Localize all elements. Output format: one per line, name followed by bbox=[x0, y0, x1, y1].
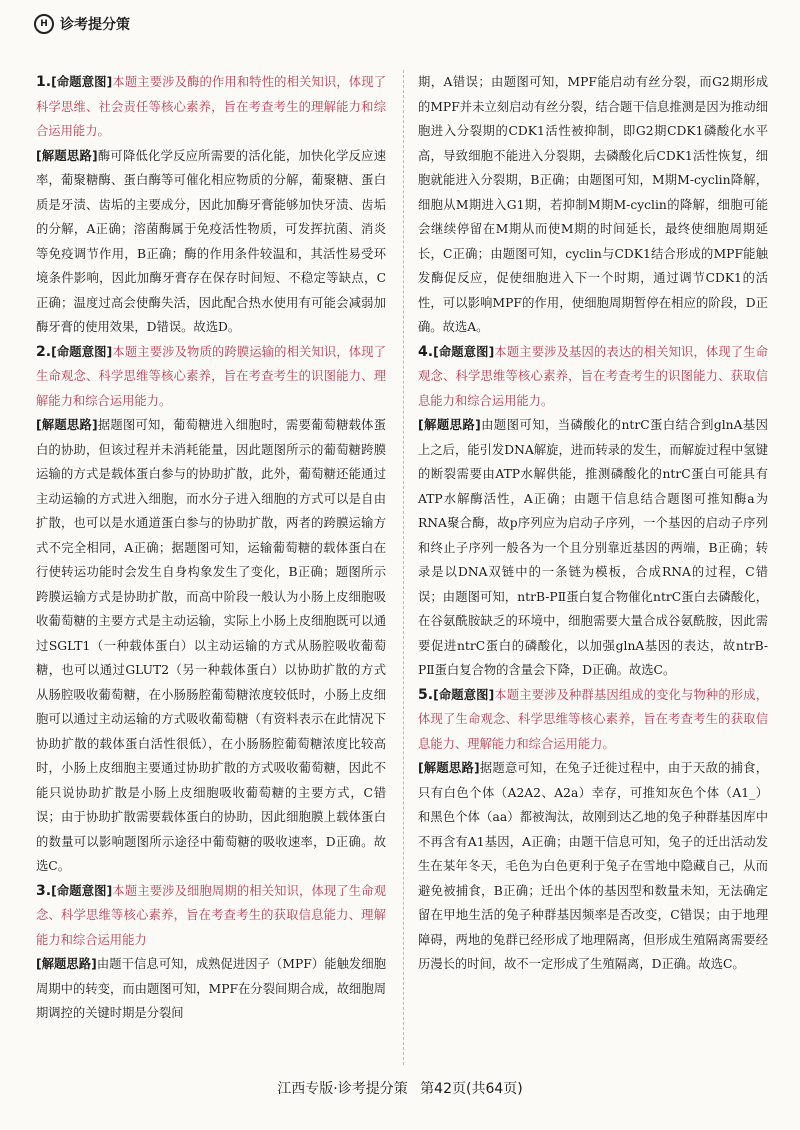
question-solution bbox=[36, 413, 386, 879]
question-1 bbox=[36, 70, 386, 340]
question-2 bbox=[36, 340, 386, 879]
question-intent bbox=[36, 340, 386, 414]
intent-label: [命题意图] bbox=[433, 344, 495, 359]
solution-label: [解题思路] bbox=[418, 761, 480, 775]
page-footer bbox=[0, 1078, 800, 1098]
brand-logo-icon: H bbox=[34, 14, 54, 34]
question-solution bbox=[418, 413, 768, 683]
solution-label: [解题思路] bbox=[418, 418, 481, 432]
intent-text: 本题主要涉及酶的作用和特性的相关知识，体现了科学思维、社会责任等核心素养，旨在考查考生的理解能力和综合运用能力。 bbox=[36, 75, 386, 138]
solution-text: 酶可降低化学反应所需要的活化能，加快化学反应速率，葡聚糖酶、蛋白酶等可催化相应物质的分解，葡聚糖、蛋白质是牙渍、齿垢的主要成分，因此加酶牙膏能够加快牙渍、齿垢的分解，A正确；溶菌酶属于免疫活性物质，可发挥抗菌、消炎等免疫调节作用，B正确；酶的作用条件较温和，其活性易受环境条件影响，因此加酶牙膏存在保存时间短、不稳定等缺点，C正确；温度过高会使酶失活，因此配合热水使用有可能会减弱加酶牙膏的使用效果，D错误。故选D。 bbox=[36, 148, 386, 334]
question-4 bbox=[418, 340, 768, 683]
solution-label: [解题思路] bbox=[36, 418, 98, 432]
footer-series: 江西专版·诊考提分策 bbox=[277, 1081, 408, 1097]
page-header bbox=[34, 14, 130, 34]
question-number: 2. bbox=[36, 343, 52, 360]
solution-label: [解题思路] bbox=[36, 957, 97, 971]
question-intent bbox=[36, 70, 386, 144]
question-intent bbox=[36, 879, 386, 953]
question-number: 4. bbox=[418, 343, 434, 360]
question-solution bbox=[36, 952, 386, 1026]
question-solution bbox=[418, 70, 768, 340]
question-5 bbox=[418, 683, 768, 977]
intent-text: 本题主要涉及细胞周期的相关知识，体现了生命观念、科学思维等核心素养，旨在考查考生的获取信息能力、理解能力和综合运用能力 bbox=[36, 883, 386, 947]
footer-page-number: 第42页(共64页) bbox=[420, 1081, 523, 1097]
intent-label: [命题意图] bbox=[433, 687, 495, 702]
intent-label: [命题意图] bbox=[51, 344, 113, 359]
question-3-continued bbox=[418, 70, 768, 340]
solution-text: 据题意可知，在兔子迁徙过程中，由于天敌的捕食，只有白色个体（A2A2、A2a）幸存，可推知灰色个体（A1_）和黑色个体（aa）都被淘汰，故刚到达乙地的兔子种群基因库中不再含有A1基因，A正确；由题干信息可知，兔子的迁出活动发生在某年冬天，毛色为白色更利于兔子在雪地中隐藏自己，从而避免被捕食，B正确；迁出个体的基因型和数量未知，无法确定留在甲地生活的兔子种群基因频率是否改变，C错误；由于地理障碍，两地的兔群已经形成了地理隔离，但形成生殖隔离需要经历漫长的时间，故不一定形成了生殖隔离，D正确。故选C。 bbox=[418, 761, 768, 971]
question-number: 1. bbox=[36, 74, 52, 90]
brand-title: 诊考提分策 bbox=[60, 17, 130, 33]
intent-label: [命题意图] bbox=[51, 883, 113, 898]
solution-text: 由题干信息可知，成熟促进因子（MPF）能触发细胞周期中的转变，而由题图可知，MPF在分裂间期合成，故细胞周期调控的关键时期是分裂间 bbox=[36, 957, 386, 1020]
question-solution bbox=[36, 144, 386, 340]
intent-text: 本题主要涉及物质的跨膜运输的相关知识，体现了生命观念、科学思维等核心素养，旨在考查考生的识图能力、理解能力和综合运用能力。 bbox=[36, 344, 386, 408]
intent-text: 本题主要涉及种群基因组成的变化与物种的形成，体现了生命观念、科学思维等核心素养，旨在考查考生的获取信息能力、理解能力和综合运用能力。 bbox=[418, 687, 768, 751]
question-intent bbox=[418, 683, 768, 757]
question-3 bbox=[36, 879, 386, 1026]
column-divider bbox=[403, 70, 405, 1065]
solution-text: 期，A错误；由题图可知，MPF能启动有丝分裂，而G2期形成的MPF并未立刻启动有丝分裂，结合题干信息推测是因为推动细胞进入分裂期的CDK1活性被抑制，即G2期CDK1磷酸化水平高，导致细胞不能进入分裂期，去磷酸化后CDK1活性恢复，细胞就能进入分裂期，B正确；由题图可知，M期M-cyclin降解，细胞从M期进入G1期，若抑制M期M-cyclin的降解，细胞可能会继续停留在M期从而使M期的时间延长，最终使细胞周期延长，C正确；由题图可知，cyclin与CDK1结合形成的MPF能触发酶促反应，促使细胞进入下一个时期，通过调节CDK1的活性，可以影响MPF的作用，使细胞周期暂停在相应的阶段，D正确。故选A。 bbox=[418, 75, 768, 334]
intent-text: 本题主要涉及基因的表达的相关知识，体现了生命观念、科学思维等核心素养，旨在考查考生的识图能力、获取信息能力和综合运用能力。 bbox=[418, 344, 768, 408]
question-number: 5. bbox=[418, 686, 434, 703]
solution-label: [解题思路] bbox=[36, 148, 98, 163]
solution-text: 由题图可知，当磷酸化的ntrC蛋白结合到glnA基因上之后，能引发DNA解旋，进而转录的发生，而解旋过程中氢键的断裂需要由ATP水解供能，推测磷酸化的ntrC蛋白可能具有ATP水解酶活性，A正确；由题干信息结合题图可推知酶a为RNA聚合酶，故p序列应为启动子序列，一个基因的启动子序列和终止子序列一般各为一个且分别靠近基因的两端，B正确；转录是以DNA双链中的一条链为模板，合成RNA的过程，C错误；由题图可知，ntrB-PⅡ蛋白复合物催化ntrC蛋白去磷酸化，在谷氨酰胺缺乏的环境中，细胞需要大量合成谷氨酰胺，因此需要促进ntrC蛋白的磷酸化，以加强glnA基因的表达，故ntrB-PⅡ蛋白复合物的含量会下降，D正确。故选C。 bbox=[418, 418, 768, 677]
question-intent bbox=[418, 340, 768, 414]
question-solution bbox=[418, 756, 768, 977]
right-column bbox=[418, 70, 768, 977]
question-number: 3. bbox=[36, 882, 52, 899]
solution-text: 据题图可知，葡萄糖进入细胞时，需要葡萄糖载体蛋白的协助，但该过程并未消耗能量，因此题图所示的葡萄糖跨膜运输的方式是载体蛋白参与的协助扩散，此外，葡萄糖还能通过主动运输的方式进入细胞，而水分子进入细胞的方式可以是自由扩散，也可以是水通道蛋白参与的协助扩散，两者的跨膜运输方式不完全相同，A正确；据题图可知，运输葡萄糖的载体蛋白在行使转运功能时会发生自身构象发生了变化，B正确；题图所示跨膜运输方式是协助扩散，而高中阶段一般认为小肠上皮细胞吸收葡萄糖的主要方式是主动运输，实际上小肠上皮细胞既可以通过SGLT1（一种载体蛋白）以主动运输的方式从肠腔吸收葡萄糖，也可以通过GLUT2（另一种载体蛋白）以协助扩散的方式从肠腔吸收葡萄糖，在小肠肠腔葡萄糖浓度较低时，小肠上皮细胞可以通过主动运输的方式吸收葡萄糖（有资料表示在此情况下协助扩散的载体蛋白活性很低），在小肠肠腔葡萄糖浓度比较高时，小肠上皮细胞主要通过协助扩散的方式吸收葡萄糖，因此不能只说协助扩散是小肠上皮细胞吸收葡萄糖的主要方式，C错误；由于协助扩散需要载体蛋白的协助，因此细胞膜上载体蛋白的数量可以影响题图所示途径中葡萄糖的吸收速率，D正确。故选C。 bbox=[36, 418, 386, 873]
left-column bbox=[36, 70, 386, 1026]
intent-label: [命题意图] bbox=[51, 75, 113, 89]
